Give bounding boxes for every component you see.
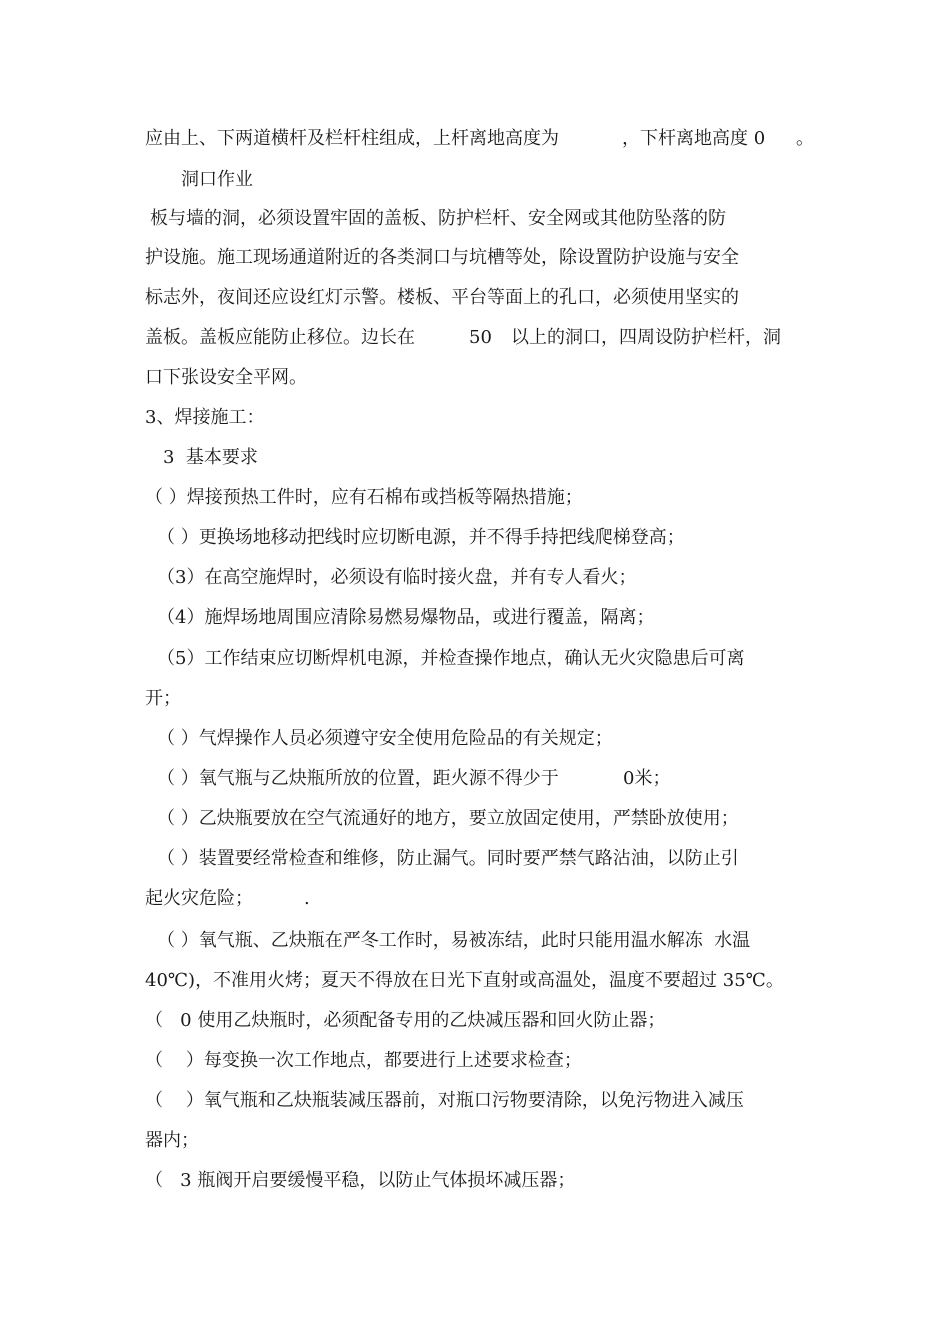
text-line: 50 xyxy=(469,327,492,348)
text-line: . xyxy=(304,888,310,909)
text-line: （5）工作结束应切断焊机电源，并检查操作地点，确认无火灾隐患后可离 xyxy=(157,648,745,669)
text-line: （ 3 瓶阀开启要缓慢平稳，以防止气体损坏减压器； xyxy=(145,1170,576,1191)
text-line: 3 基本要求 xyxy=(163,447,258,468)
text-line: 护设施。施工现场通道附近的各类洞口与坑槽等处，除设置防护设施与安全 xyxy=(145,247,739,268)
text-line: （ 0 使用乙炔瓶时，必须配备专用的乙炔减压器和回火防止器； xyxy=(145,1010,666,1031)
text-line: 洞口作业 xyxy=(181,169,253,190)
text-line: 器内； xyxy=(145,1130,199,1151)
text-line: （4）施焊场地周围应清除易燃易爆物品，或进行覆盖，隔离； xyxy=(157,607,655,628)
text-line: 起火灾危险； xyxy=(145,888,253,909)
text-line: 40℃)，不准用火烤；夏天不得放在日光下直射或高温处，温度不要超过 35℃。 xyxy=(145,970,784,991)
text-line: （ ）乙炔瓶要放在空气流通好的地方，要立放固定使用，严禁卧放使用； xyxy=(157,808,739,829)
text-line: 应由上、下两道横杆及栏杆柱组成，上杆离地高度为 xyxy=(145,128,559,149)
text-line: 。 xyxy=(796,128,814,149)
text-line: （ ）装置要经常检查和维修，防止漏气。同时要严禁气路沾油，以防止引 xyxy=(157,848,739,869)
text-line: （ ）氧气瓶、乙炔瓶在严冬工作时，易被冻结，此时只能用温水解冻 水温 xyxy=(157,930,751,951)
text-line: 口下张设安全平网。 xyxy=(145,367,307,388)
text-line: 以上的洞口，四周设防护栏杆，洞 xyxy=(511,327,781,348)
text-line: （ ）焊接预热工件时，应有石棉布或挡板等隔热措施； xyxy=(145,487,583,508)
text-line: 盖板。盖板应能防止移位。边长在 xyxy=(145,327,415,348)
text-line: （ ）氧气瓶和乙炔瓶装减压器前，对瓶口污物要清除，以免污物进入减压 xyxy=(145,1090,744,1111)
text-line: ，下杆离地高度 0 xyxy=(622,128,766,149)
text-line: 0米； xyxy=(623,768,671,789)
text-line: （ ）气焊操作人员必须遵守安全使用危险品的有关规定； xyxy=(157,728,613,749)
text-line: （ ）氧气瓶与乙炔瓶所放的位置，距火源不得少于 xyxy=(157,768,559,789)
text-line: （ ）更换场地移动把线时应切断电源，并不得手持把线爬梯登高； xyxy=(157,527,685,548)
text-line: 开； xyxy=(145,688,181,709)
text-line: 标志外，夜间还应设红灯示警。楼板、平台等面上的孔口，必须使用坚实的 xyxy=(145,287,739,308)
text-line: 3、焊接施工： xyxy=(145,407,265,428)
text-line: 板与墙的洞，必须设置牢固的盖板、防护栏杆、安全网或其他防坠落的防 xyxy=(150,208,726,229)
text-line: （ ）每变换一次工作地点，都要进行上述要求检查； xyxy=(145,1050,582,1071)
text-line: （3）在高空施焊时，必须设有临时接火盘，并有专人看火； xyxy=(157,567,637,588)
